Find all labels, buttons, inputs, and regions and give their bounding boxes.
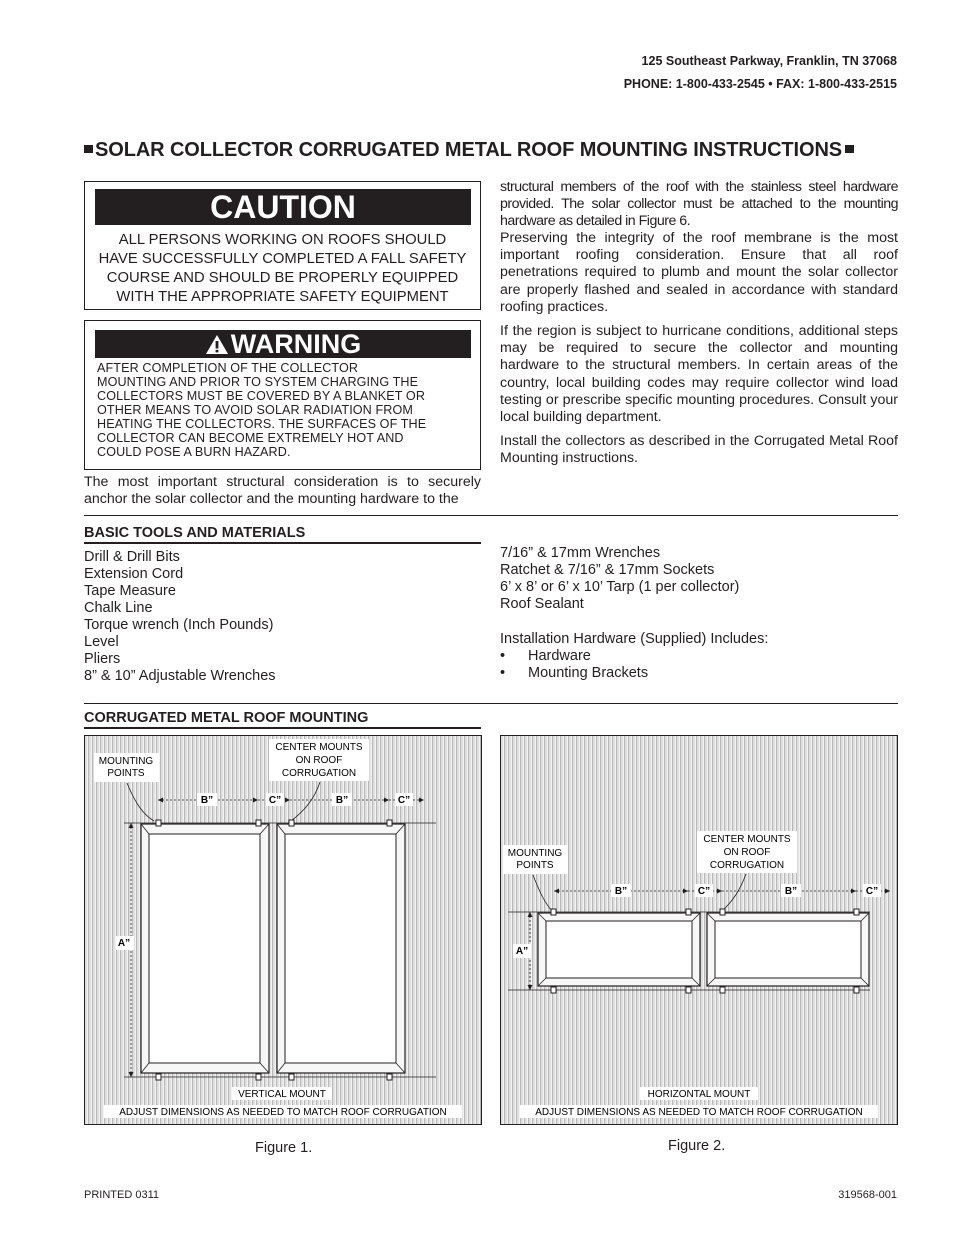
hardware-heading: Installation Hardware (Supplied) Includes: [500, 631, 769, 647]
list-item: Chalk Line [84, 600, 153, 616]
intro-paragraph: The most important structural consideration is to securely anchor the solar collector and the mounting hardware to the [84, 474, 481, 508]
dimension-b-label: B” [614, 886, 628, 897]
figure-2-diagram [500, 735, 898, 1125]
bullet-square-icon [845, 145, 854, 153]
warning-line: OTHER MEANS TO AVOID SOLAR RADIATION FROM [97, 403, 413, 417]
figure-1-caption: Figure 1. [255, 1140, 313, 1156]
warning-box [84, 320, 481, 470]
caution-heading: CAUTION [95, 189, 471, 225]
warning-line: COLLECTOR CAN BECOME EXTREMELY HOT AND [97, 431, 404, 445]
warning-line: MOUNTING AND PRIOR TO SYSTEM CHARGING THE [97, 375, 419, 389]
collector-panel [141, 824, 269, 1073]
figure-1-diagram [84, 735, 482, 1125]
mounting-points-label: MOUNTING [507, 848, 563, 859]
document-number: 319568-001 [838, 1189, 897, 1201]
section-divider [84, 515, 898, 516]
dimension-c-label: C” [697, 886, 711, 897]
caution-line: ALL PERSONS WORKING ON ROOFS SHOULD [118, 232, 447, 248]
list-item: Drill & Drill Bits [84, 549, 180, 565]
collector-panel [277, 824, 405, 1073]
list-item: Roof Sealant [500, 596, 584, 612]
svg-text:POINTS: POINTS [107, 768, 145, 779]
list-item: • Hardware [500, 648, 591, 664]
printed-date: PRINTED 0311 [84, 1189, 159, 1201]
warning-line: COLLECTORS MUST BE COVERED BY A BLANKET OR [97, 389, 426, 403]
dimension-b-label: B” [200, 795, 214, 806]
caution-line: WITH THE APPROPRIATE SAFETY EQUIPMENT [116, 289, 449, 305]
warning-heading [95, 330, 471, 358]
caution-box [84, 181, 481, 310]
center-mounts-label: CENTER MOUNTS [275, 742, 363, 753]
company-phone-fax: PHONE: 1-800-433-2545 • FAX: 1-800-433-2515 [623, 77, 897, 91]
dimension-c-label: C” [268, 795, 282, 806]
warning-line: HEATING THE COLLECTORS. THE SURFACES OF THE [97, 417, 427, 431]
svg-text:ON ROOF: ON ROOF [723, 847, 771, 858]
mount-type-label: HORIZONTAL MOUNT [647, 1089, 751, 1100]
paragraph-membrane: Preserving the integrity of the roof membrane is the most important roofing consideration. Ensure that all roof penetrations required to plumb and mount the solar collector are properly flashed and sealed in accordance with standard roofing practices. [500, 230, 898, 315]
bullet-square-icon [84, 145, 93, 153]
section-divider [84, 703, 898, 704]
svg-text:POINTS: POINTS [516, 860, 554, 871]
mounting-heading: CORRUGATED METAL ROOF MOUNTING [84, 710, 481, 729]
mount-type-label: VERTICAL MOUNT [238, 1089, 326, 1100]
collector-panel [707, 913, 869, 986]
paragraph-hurricane: If the region is subject to hurricane conditions, additional steps may be required to secure the collector and mounting hardware to the structural members. In certain areas of the country, local building codes may require collector wind load testing or prescribe specific mounting procedures. Consult your local building department. [500, 323, 898, 426]
center-mounts-label: CENTER MOUNTS [703, 834, 791, 845]
dimension-c-label: C” [865, 886, 879, 897]
warning-text [97, 361, 477, 459]
tools-heading: BASIC TOOLS AND MATERIALS [84, 525, 481, 544]
dimension-a-label: A” [515, 946, 529, 957]
paragraph-install: Install the collectors as described in the Corrugated Metal Roof Mounting instructions. [500, 433, 898, 467]
page-title: SOLAR COLLECTOR CORRUGATED METAL ROOF MOUNTING INSTRUCTIONS [84, 139, 900, 162]
adjust-dimensions-note: ADJUST DIMENSIONS AS NEEDED TO MATCH ROOF CORRUGATION [535, 1107, 863, 1118]
dimension-c-label: C” [397, 795, 411, 806]
caution-text [85, 231, 480, 307]
list-item: Torque wrench (Inch Pounds) [84, 617, 274, 633]
list-item: Ratchet & 7/16” & 17mm Sockets [500, 562, 715, 578]
figure-2-caption: Figure 2. [668, 1138, 726, 1154]
list-item: Extension Cord [84, 566, 184, 582]
svg-text:CORRUGATION: CORRUGATION [281, 768, 357, 779]
list-item: Level [84, 634, 119, 650]
caution-line: COURSE AND SHOULD BE PROPERLY EQUIPPED [106, 270, 459, 286]
dimension-b-label: B” [784, 886, 798, 897]
mounting-points-label: MOUNTING [98, 756, 154, 767]
list-item: • Mounting Brackets [500, 665, 649, 681]
caution-line: HAVE SUCCESSFULLY COMPLETED A FALL SAFETY [98, 251, 467, 267]
warning-triangle-icon [205, 334, 229, 355]
svg-text:ON ROOF: ON ROOF [295, 755, 343, 766]
tools-list-left [84, 549, 276, 685]
warning-line: COULD POSE A BURN HAZARD. [97, 445, 291, 459]
collector-panel [538, 913, 700, 986]
tools-list-right [500, 545, 739, 613]
hardware-list [500, 631, 768, 682]
list-item: 7/16” & 17mm Wrenches [500, 545, 661, 561]
list-item: Pliers [84, 651, 121, 667]
dimension-a-label: A” [117, 938, 131, 949]
list-item: 8” & 10” Adjustable Wrenches [84, 668, 276, 684]
warning-heading-text: WARNING [230, 329, 362, 359]
dimension-b-label: B” [335, 795, 349, 806]
adjust-dimensions-note: ADJUST DIMENSIONS AS NEEDED TO MATCH ROOF CORRUGATION [119, 1107, 447, 1118]
list-item: Tape Measure [84, 583, 176, 599]
company-address: 125 Southeast Parkway, Franklin, TN 37068 [641, 54, 897, 68]
paragraph-structural: structural members of the roof with the stainless steel hardware provided. The solar collector must be attached to the mounting hardware as detailed in Figure 6. [500, 179, 898, 230]
svg-text:CORRUGATION: CORRUGATION [709, 860, 785, 871]
warning-line: AFTER COMPLETION OF THE COLLECTOR [97, 361, 359, 375]
list-item: 6’ x 8’ or 6’ x 10’ Tarp (1 per collector) [500, 579, 740, 595]
